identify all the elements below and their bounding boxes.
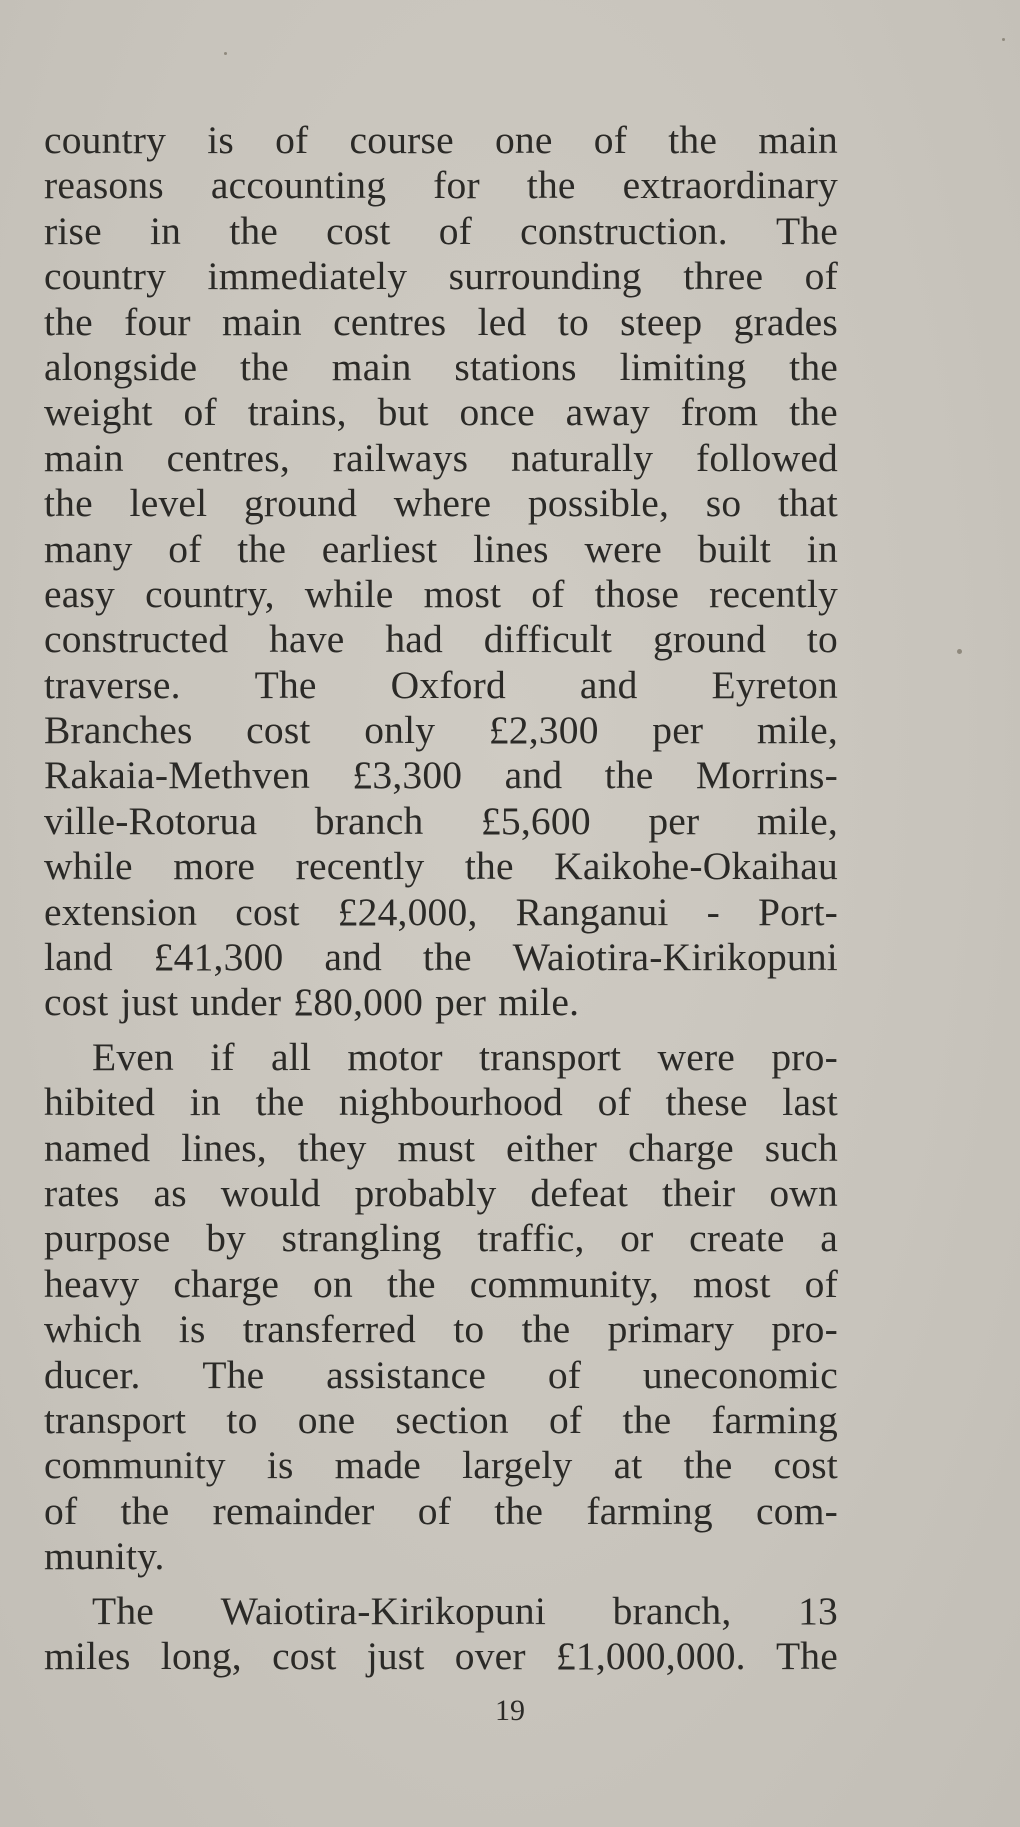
word: £1,000,000.: [555, 1633, 746, 1678]
word: -: [706, 889, 720, 934]
word: constructed: [44, 617, 229, 662]
word: steep: [620, 299, 703, 344]
word: main: [758, 118, 838, 162]
text-line: [44, 1216, 838, 1261]
word: 13: [798, 1588, 838, 1633]
word: mile,: [756, 798, 838, 843]
word: defeat: [530, 1170, 629, 1215]
word: charge: [173, 1261, 280, 1306]
text-line: [44, 163, 838, 208]
word: but: [377, 390, 429, 435]
word: while: [304, 571, 394, 616]
text-line: [44, 481, 838, 526]
word: must: [397, 1125, 476, 1170]
word: once: [459, 390, 535, 435]
text-line: [44, 1080, 838, 1125]
word: ground: [652, 617, 767, 662]
word: the: [789, 344, 838, 389]
word: per: [435, 980, 487, 1025]
word: one: [297, 1397, 356, 1442]
word: pro-: [771, 1307, 838, 1352]
word: Oxford: [390, 662, 506, 707]
word: per: [648, 798, 700, 843]
word: in: [149, 208, 182, 253]
word: more: [173, 844, 256, 889]
word: the: [255, 1080, 305, 1125]
word: ducer.: [44, 1352, 141, 1397]
word: were: [584, 526, 662, 571]
word: reasons: [44, 163, 164, 208]
word: away: [565, 390, 650, 435]
word: to: [453, 1307, 485, 1352]
word: of: [804, 254, 838, 299]
word: trains,: [247, 390, 347, 435]
word: branch,: [612, 1588, 732, 1633]
word: Eyreton: [711, 662, 838, 707]
word: cost: [44, 980, 109, 1025]
word: if: [210, 1034, 235, 1079]
word: difficult: [483, 617, 613, 662]
word: most: [693, 1261, 771, 1306]
word: three: [683, 254, 764, 299]
word: the: [44, 299, 93, 344]
word: motor: [347, 1034, 443, 1079]
word: the: [44, 481, 93, 526]
word: made: [334, 1443, 422, 1488]
word: grades: [733, 299, 838, 344]
word: all: [271, 1034, 312, 1079]
word: of: [438, 208, 473, 253]
word: of: [168, 526, 202, 571]
word: at: [613, 1443, 643, 1488]
word: cost: [246, 708, 311, 753]
word: in: [189, 1080, 221, 1125]
word: these: [665, 1080, 748, 1125]
text-line: [44, 708, 838, 753]
word: of: [183, 390, 217, 435]
word: many: [44, 526, 133, 571]
word: of: [548, 1397, 583, 1442]
text-line: [44, 617, 838, 662]
text-line: [44, 1589, 838, 1634]
word: the: [464, 844, 514, 889]
text-line: [44, 1489, 838, 1534]
word: so: [705, 481, 742, 526]
text-line: [44, 1171, 838, 1216]
text-line: [44, 890, 838, 935]
word: led: [477, 299, 527, 344]
text-line: [44, 254, 838, 299]
word: cost: [773, 1443, 838, 1488]
word: easy: [44, 571, 115, 616]
word: extraordinary: [622, 163, 838, 208]
word: under: [190, 980, 282, 1025]
word: £41,300: [153, 935, 284, 980]
word: which: [44, 1307, 142, 1352]
word: £2,300: [488, 708, 599, 753]
word: primary: [607, 1307, 735, 1352]
paper-speck: [224, 52, 227, 55]
text-line: [44, 1634, 838, 1679]
word: community,: [469, 1261, 660, 1306]
word: of: [547, 1352, 582, 1397]
word: Waiotira-Kirikopuni: [220, 1588, 546, 1633]
text-line: [44, 1443, 838, 1488]
word: the: [668, 118, 718, 162]
page-number: 19: [495, 1694, 525, 1727]
word: and: [579, 662, 638, 707]
word: own: [769, 1170, 838, 1215]
word: Even: [92, 1034, 174, 1079]
word: per: [652, 708, 704, 753]
word: is: [178, 1307, 206, 1352]
word: cost: [235, 889, 300, 934]
word: and: [324, 935, 383, 980]
word: that: [777, 481, 838, 526]
word: from: [680, 390, 759, 435]
word: Port-: [758, 889, 838, 934]
word: transferred: [242, 1307, 416, 1352]
text-line: [44, 799, 838, 844]
word: country,: [145, 571, 275, 616]
word: have: [269, 617, 345, 662]
word: course: [349, 118, 454, 162]
word: in: [806, 526, 838, 571]
word: centres,: [166, 435, 290, 480]
word: traffic,: [477, 1216, 585, 1261]
word: £80,000: [293, 980, 424, 1025]
word: the: [386, 1261, 436, 1306]
word: remainder: [212, 1488, 375, 1533]
text-line: [44, 436, 838, 481]
word: extension: [44, 889, 198, 934]
word: traverse.: [44, 662, 181, 707]
text-line: [44, 390, 838, 435]
word: the: [229, 208, 279, 253]
word: the: [521, 1307, 571, 1352]
text-line: [44, 118, 838, 163]
word: mile,: [756, 708, 838, 753]
word: they: [297, 1125, 367, 1170]
text-line: [44, 345, 838, 390]
word: railways: [332, 435, 469, 480]
word: miles: [44, 1633, 131, 1678]
word: earliest: [321, 526, 438, 571]
word: most: [423, 571, 502, 616]
word: mile.: [498, 980, 580, 1025]
text-line: [44, 1534, 838, 1579]
word: those: [594, 571, 680, 616]
text-line: [44, 1126, 838, 1171]
word: purpose: [44, 1216, 171, 1261]
word: while: [44, 844, 133, 889]
word: to: [806, 617, 838, 662]
word: followed: [695, 435, 838, 480]
word: and: [504, 753, 563, 798]
word: cost: [326, 208, 391, 253]
word: section: [395, 1397, 509, 1442]
text-line: [44, 980, 838, 1025]
word: the: [789, 390, 838, 435]
text-line: [44, 753, 838, 798]
word: The: [202, 1352, 265, 1397]
word: recently: [709, 571, 838, 616]
word: the: [494, 1488, 544, 1533]
word: just: [120, 980, 179, 1025]
word: branch: [314, 798, 424, 843]
word: built: [697, 526, 772, 571]
word: level: [129, 481, 208, 526]
word: Waiotira-Kirikopuni: [512, 935, 838, 980]
word: or: [620, 1216, 654, 1261]
text-line: [44, 209, 838, 254]
word: one: [494, 118, 553, 162]
word: of: [593, 118, 628, 162]
text-line: [44, 935, 838, 980]
word: the: [526, 163, 576, 208]
text-line: [44, 300, 838, 345]
word: of: [417, 1488, 452, 1533]
word: Ranganui: [515, 889, 669, 934]
word: The: [775, 208, 838, 253]
word: ville-Rotorua: [44, 798, 258, 843]
word: the: [683, 1443, 733, 1488]
word: country: [44, 118, 167, 162]
word: of: [597, 1080, 631, 1125]
word: lines: [473, 526, 549, 571]
word: main: [44, 435, 124, 480]
word: as: [153, 1170, 187, 1215]
text-line: [44, 1035, 838, 1080]
word: had: [385, 617, 443, 662]
word: either: [506, 1125, 598, 1170]
word: a: [820, 1216, 838, 1261]
word: country: [44, 254, 167, 299]
word: the: [120, 1488, 170, 1533]
word: main: [222, 299, 302, 344]
word: of: [531, 571, 565, 616]
word: com-: [756, 1488, 838, 1533]
word: Kaikohe-Okaihau: [554, 844, 838, 889]
word: the: [422, 935, 472, 980]
word: The: [254, 662, 317, 707]
paragraph: [44, 1035, 838, 1580]
paper-speck: [1002, 38, 1005, 41]
word: is: [266, 1443, 294, 1488]
text-line: [44, 572, 838, 617]
word: to: [226, 1397, 258, 1442]
word: £24,000,: [337, 889, 478, 934]
word: transport: [479, 1034, 622, 1079]
word: pro-: [771, 1034, 838, 1079]
word: weight: [44, 390, 153, 435]
word: farming: [586, 1488, 713, 1533]
word: community: [44, 1443, 226, 1488]
word: surrounding: [448, 254, 642, 299]
word: on: [313, 1261, 353, 1306]
word: Rakaia-Methven: [44, 753, 311, 798]
word: four: [124, 299, 191, 344]
word: assistance: [326, 1352, 487, 1397]
paragraph: [44, 1589, 838, 1680]
word: The: [775, 1633, 838, 1678]
paragraph: [44, 118, 838, 1026]
word: lines,: [181, 1125, 267, 1170]
word: rates: [44, 1170, 120, 1215]
text-line: [44, 663, 838, 708]
word: possible,: [527, 481, 670, 526]
word: named: [44, 1125, 151, 1170]
word: the: [622, 1397, 672, 1442]
word: immediately: [207, 254, 408, 299]
word: of: [275, 118, 309, 162]
word: long,: [160, 1633, 242, 1678]
word: land: [44, 935, 113, 980]
word: just: [366, 1633, 425, 1678]
word: by: [206, 1216, 247, 1261]
word: largely: [462, 1443, 573, 1488]
word: naturally: [510, 435, 654, 480]
word: farming: [711, 1397, 838, 1442]
word: is: [207, 118, 234, 162]
word: rise: [44, 208, 102, 253]
word: stations: [454, 344, 577, 389]
word: limiting: [619, 344, 747, 389]
word: ground: [243, 481, 358, 526]
word: The: [92, 1588, 155, 1633]
paragraph-gap: [44, 1026, 838, 1035]
word: were: [657, 1034, 736, 1079]
text-line: [44, 1262, 838, 1307]
word: such: [764, 1125, 838, 1170]
text-line: [44, 1398, 838, 1443]
text-line: [44, 844, 838, 889]
word: Branches: [44, 708, 193, 753]
paper-speck: [957, 649, 962, 654]
text-line: [44, 1353, 838, 1398]
word: recently: [295, 844, 425, 889]
word: strangling: [281, 1216, 442, 1261]
word: alongside: [44, 344, 198, 389]
page-text: [44, 118, 838, 1679]
text-line: [44, 1307, 838, 1352]
text-line: [44, 527, 838, 572]
word: last: [782, 1080, 838, 1125]
word: the: [240, 344, 289, 389]
word: Morrins-: [695, 753, 838, 798]
word: the: [237, 526, 287, 571]
word: £5,600: [480, 798, 591, 843]
word: uneconomic: [642, 1352, 838, 1397]
word: of: [804, 1261, 838, 1306]
word: cost: [272, 1633, 337, 1678]
word: accounting: [210, 163, 387, 208]
word: probably: [354, 1170, 497, 1215]
word: create: [689, 1216, 785, 1261]
word: munity.: [44, 1534, 165, 1579]
word: over: [454, 1633, 526, 1678]
word: nighbourhood: [338, 1080, 563, 1125]
word: where: [393, 481, 492, 526]
word: hibited: [44, 1080, 156, 1125]
word: charge: [628, 1125, 734, 1170]
word: to: [557, 299, 589, 344]
word: for: [433, 163, 480, 208]
word: the: [604, 753, 654, 798]
word: only: [364, 708, 436, 753]
word: transport: [44, 1397, 187, 1442]
word: their: [662, 1170, 736, 1215]
word: construction.: [520, 208, 728, 253]
word: centres: [333, 299, 447, 344]
word: main: [331, 344, 412, 389]
word: of: [44, 1488, 78, 1533]
word: would: [220, 1170, 321, 1215]
word: £3,300: [352, 753, 463, 798]
paragraph-gap: [44, 1580, 838, 1589]
word: heavy: [44, 1261, 140, 1306]
